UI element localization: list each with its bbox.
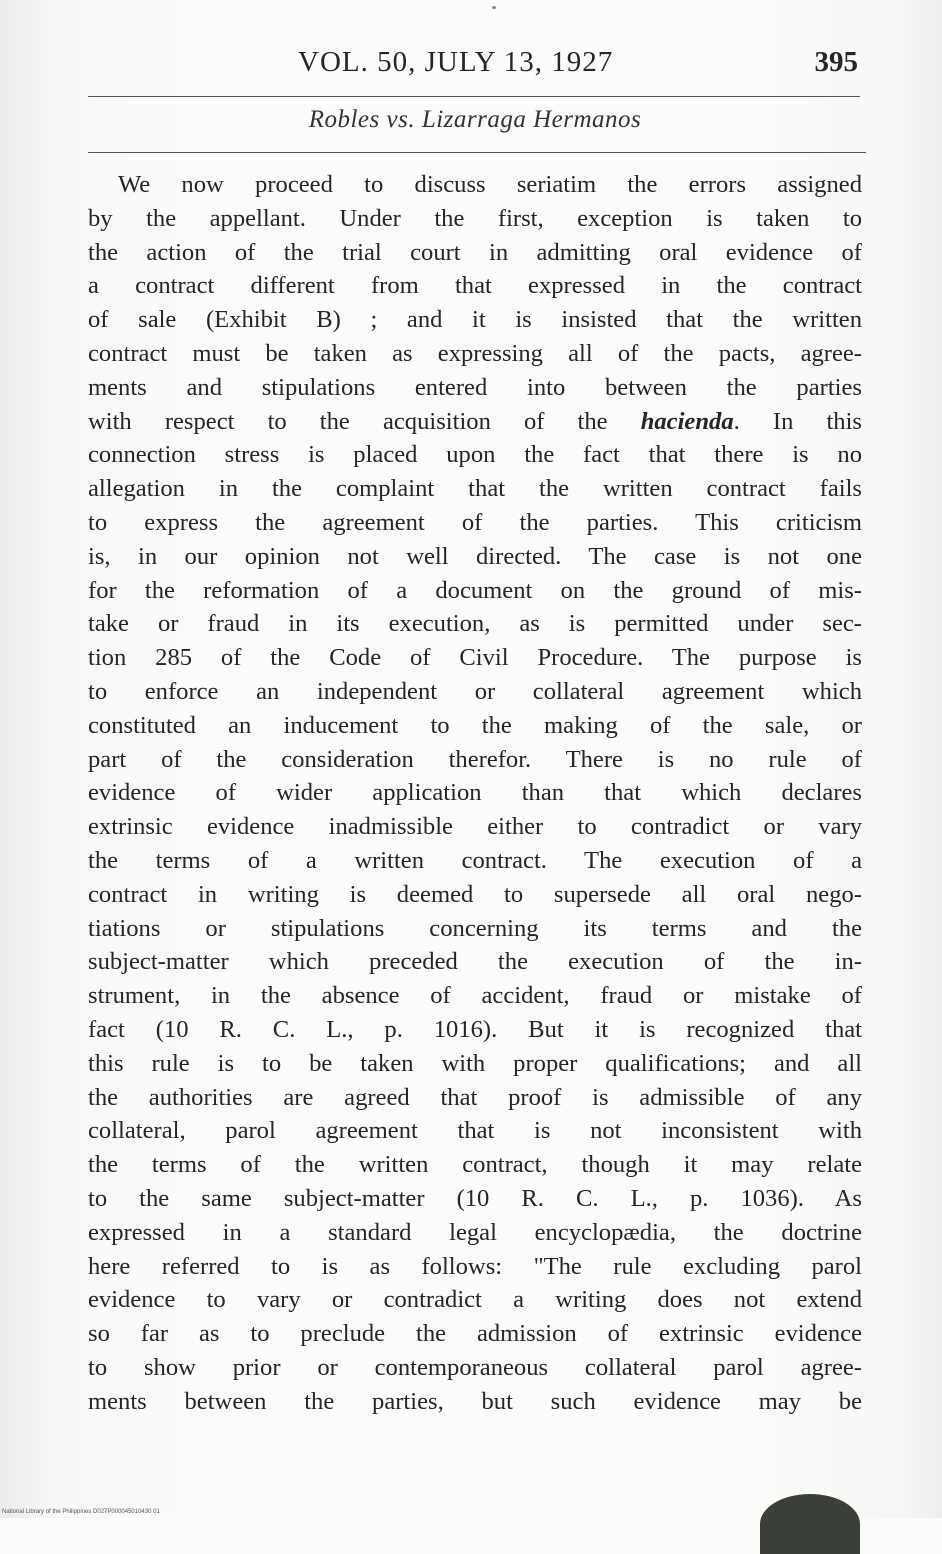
text-line: here referred to is as follows: "The rule excluding parol <box>88 1252 862 1280</box>
text-line: evidence of wider application than that which declares <box>88 779 862 807</box>
text-line: the terms of the written contract, though it may relate <box>88 1151 862 1179</box>
footer-credit: National Library of the Philippines D027P000045010430 01 <box>2 1509 160 1515</box>
text-line: to the same subject-matter (10 R. C. L., p. 1036). As <box>88 1184 862 1212</box>
text-line: to express the agreement of the parties. This criticism <box>88 508 862 536</box>
text-line: contract must be taken as expressing all of the pacts, agree- <box>88 339 862 367</box>
body-text <box>88 168 862 1418</box>
text-line: to show prior or contemporaneous collateral parol agree- <box>88 1353 862 1381</box>
text-line: tion 285 of the Code of Civil Procedure. The purpose is <box>88 644 862 672</box>
text-line: expressed in a standard legal encyclopædia, the doctrine <box>88 1218 862 1246</box>
text-line: We now proceed to discuss seriatim the errors assigned <box>118 171 862 198</box>
text-line: for the reformation of a document on the ground of mis- <box>88 576 862 604</box>
text-line: is, in our opinion not well directed. The case is not one <box>88 542 862 570</box>
text-line: the terms of a written contract. The execution of a <box>88 846 862 874</box>
text-line: connection stress is placed upon the fact that there is no <box>88 441 862 469</box>
text-line: evidence to vary or contradict a writing does not extend <box>88 1286 862 1314</box>
text-line: strument, in the absence of accident, fraud or mistake of <box>88 982 862 1010</box>
text-line: ments and stipulations entered into between the parties <box>88 373 862 401</box>
text-line: the authorities are agreed that proof is admissible of any <box>88 1083 862 1111</box>
text-line: this rule is to be taken with proper qualifications; and all <box>88 1049 862 1077</box>
text-line: take or fraud in its execution, as is permitted under sec- <box>88 610 862 638</box>
header-rule-top <box>88 96 860 97</box>
volume-date: VOL. 50, JULY 13, 1927 <box>298 46 614 78</box>
text-line: constituted an inducement to the making of the sale, or <box>88 711 862 739</box>
text-line: to enforce an independent or collateral agreement which <box>88 677 862 705</box>
text-line: the action of the trial court in admitting oral evidence of <box>88 238 862 266</box>
text-line: extrinsic evidence inadmissible either to contradict or vary <box>88 813 862 841</box>
text-line: allegation in the complaint that the written contract fails <box>88 475 862 503</box>
page-number: 395 <box>814 46 858 78</box>
text-line: subject-matter which preceded the execution of the in- <box>88 948 862 976</box>
text-line: of sale (Exhibit B) ; and it is insisted that the written <box>88 306 862 334</box>
text-line: ments between the parties, but such evidence may be <box>88 1387 862 1415</box>
text-line: so far as to preclude the admission of extrinsic evidence <box>88 1320 862 1348</box>
emphasized-term: hacienda <box>640 407 734 435</box>
text-line: collateral, parol agreement that is not inconsistent with <box>88 1117 862 1145</box>
thumb-shadow <box>760 1494 860 1554</box>
case-title: Robles vs. Lizarraga Hermanos <box>308 106 642 133</box>
text-line: fact (10 R. C. L., p. 1016). But it is recognized that <box>88 1015 862 1043</box>
text-line: tiations or stipulations concerning its terms and the <box>88 914 862 942</box>
text-line: part of the consideration therefor. There is no rule of <box>88 745 862 773</box>
scan-speck <box>492 6 496 9</box>
header-rule-bottom <box>88 152 866 153</box>
text-line: by the appellant. Under the first, exception is taken to <box>88 204 862 232</box>
running-head <box>88 46 862 86</box>
text-line: contract in writing is deemed to supersede all oral nego- <box>88 880 862 908</box>
text-line: with respect to the acquisition of the hacienda. In this <box>88 407 862 435</box>
text-line: a contract different from that expressed in the contract <box>88 272 862 300</box>
